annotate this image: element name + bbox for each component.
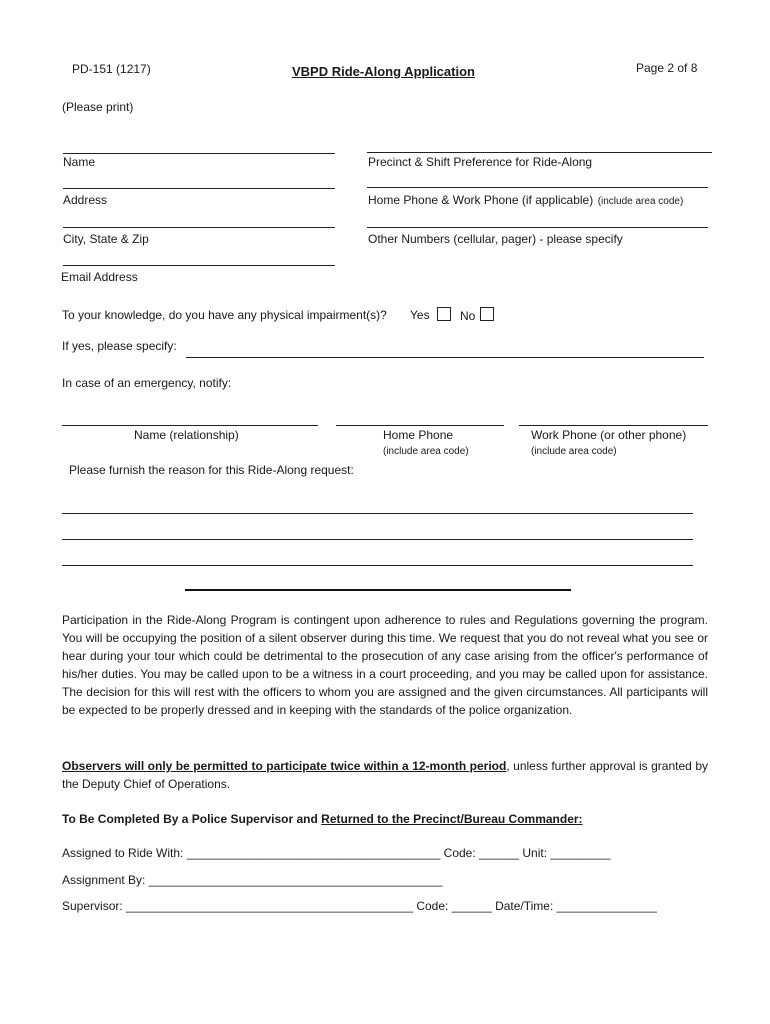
form-id: PD-151 (1217) [72, 62, 151, 76]
emergency-label: In case of an emergency, notify: [62, 376, 232, 390]
emergency-home-label: Home Phone [383, 428, 454, 442]
assignment-by-line[interactable]: Assignment By: ____________________________________________ [62, 873, 443, 887]
no-checkbox[interactable] [480, 307, 494, 321]
observers-emphasis: Observers will only be permitted to participate twice within a 12-month period [62, 759, 507, 773]
page-title: VBPD Ride-Along Application [292, 64, 475, 79]
yes-label: Yes [410, 308, 430, 322]
observers-rest: , unless further approval is granted by the Deputy Chief of Operations. [62, 759, 708, 791]
reason-line-1[interactable] [62, 513, 693, 514]
if-yes-line[interactable] [186, 357, 704, 358]
other-numbers-line[interactable] [367, 227, 708, 228]
yes-checkbox[interactable] [437, 307, 451, 321]
address-label: Address [63, 193, 108, 207]
reason-line-3[interactable] [62, 565, 693, 566]
phone-line[interactable] [367, 187, 708, 188]
name-line[interactable] [63, 153, 335, 154]
emergency-work-line[interactable] [519, 425, 708, 426]
no-label: No [460, 309, 476, 323]
participation-paragraph: Participation in the Ride-Along Program is contingent upon adherence to rules and Regulations governing the program. You will be occupying the position of a silent observer during this time. We request that you do not reveal what you see or hear during your tour which could be detrimental to the prosecution of any case arising from the officer's performance of his/her duties. You may be called upon to be a witness in a court proceeding, and you may be called upon for assistance. The decision for this will rest with the officers to whom you are assigned and the given circumstances. All participants will be expected to be properly dressed and in keeping with the standards of the police organization. [62, 613, 708, 717]
emergency-work-label: Work Phone (or other phone) [531, 428, 687, 442]
assigned-to-ride-line[interactable]: Assigned to Ride With: ______________________________________ Code: ______ Unit: _________ [62, 846, 611, 860]
phone-label-text: Home Phone & Work Phone (if applicable) [368, 193, 594, 207]
impairment-question: To your knowledge, do you have any physical impairment(s)? [62, 308, 387, 322]
please-print-note: (Please print) [62, 100, 134, 114]
supervisor-heading-b: Returned to the Precinct/Bureau Commander: [321, 812, 583, 826]
supervisor-heading-a: To Be Completed By a Police Supervisor and [62, 812, 322, 826]
address-line[interactable] [63, 188, 335, 189]
other-numbers-label: Other Numbers (cellular, pager) - please specify [368, 232, 623, 246]
supervisor-heading [62, 812, 583, 826]
observers-paragraph [62, 757, 708, 793]
emergency-work-note: (include area code) [531, 446, 617, 457]
emergency-name-label: Name (relationship) [134, 428, 239, 442]
email-label: Email Address [61, 270, 138, 284]
emergency-name-line[interactable] [62, 425, 318, 426]
precinct-line[interactable] [367, 152, 712, 153]
section-divider [185, 589, 571, 591]
if-yes-label: If yes, please specify: [62, 339, 177, 353]
name-label: Name [63, 155, 96, 169]
phone-label-note: (include area code) [597, 196, 684, 207]
emergency-home-note: (include area code) [383, 446, 469, 457]
supervisor-line[interactable]: Supervisor: ___________________________________________ Code: ______ Date/Time: _______________ [62, 899, 657, 913]
reason-label: Please furnish the reason for this Ride-Along request: [69, 463, 354, 477]
page-number: Page 2 of 8 [636, 61, 698, 75]
email-line[interactable] [63, 265, 335, 266]
city-state-zip-label: City, State & Zip [63, 232, 149, 246]
phone-label [368, 191, 683, 209]
precinct-label: Precinct & Shift Preference for Ride-Along [368, 155, 593, 169]
emergency-home-line[interactable] [336, 425, 504, 426]
reason-line-2[interactable] [62, 539, 693, 540]
city-line[interactable] [63, 227, 335, 228]
